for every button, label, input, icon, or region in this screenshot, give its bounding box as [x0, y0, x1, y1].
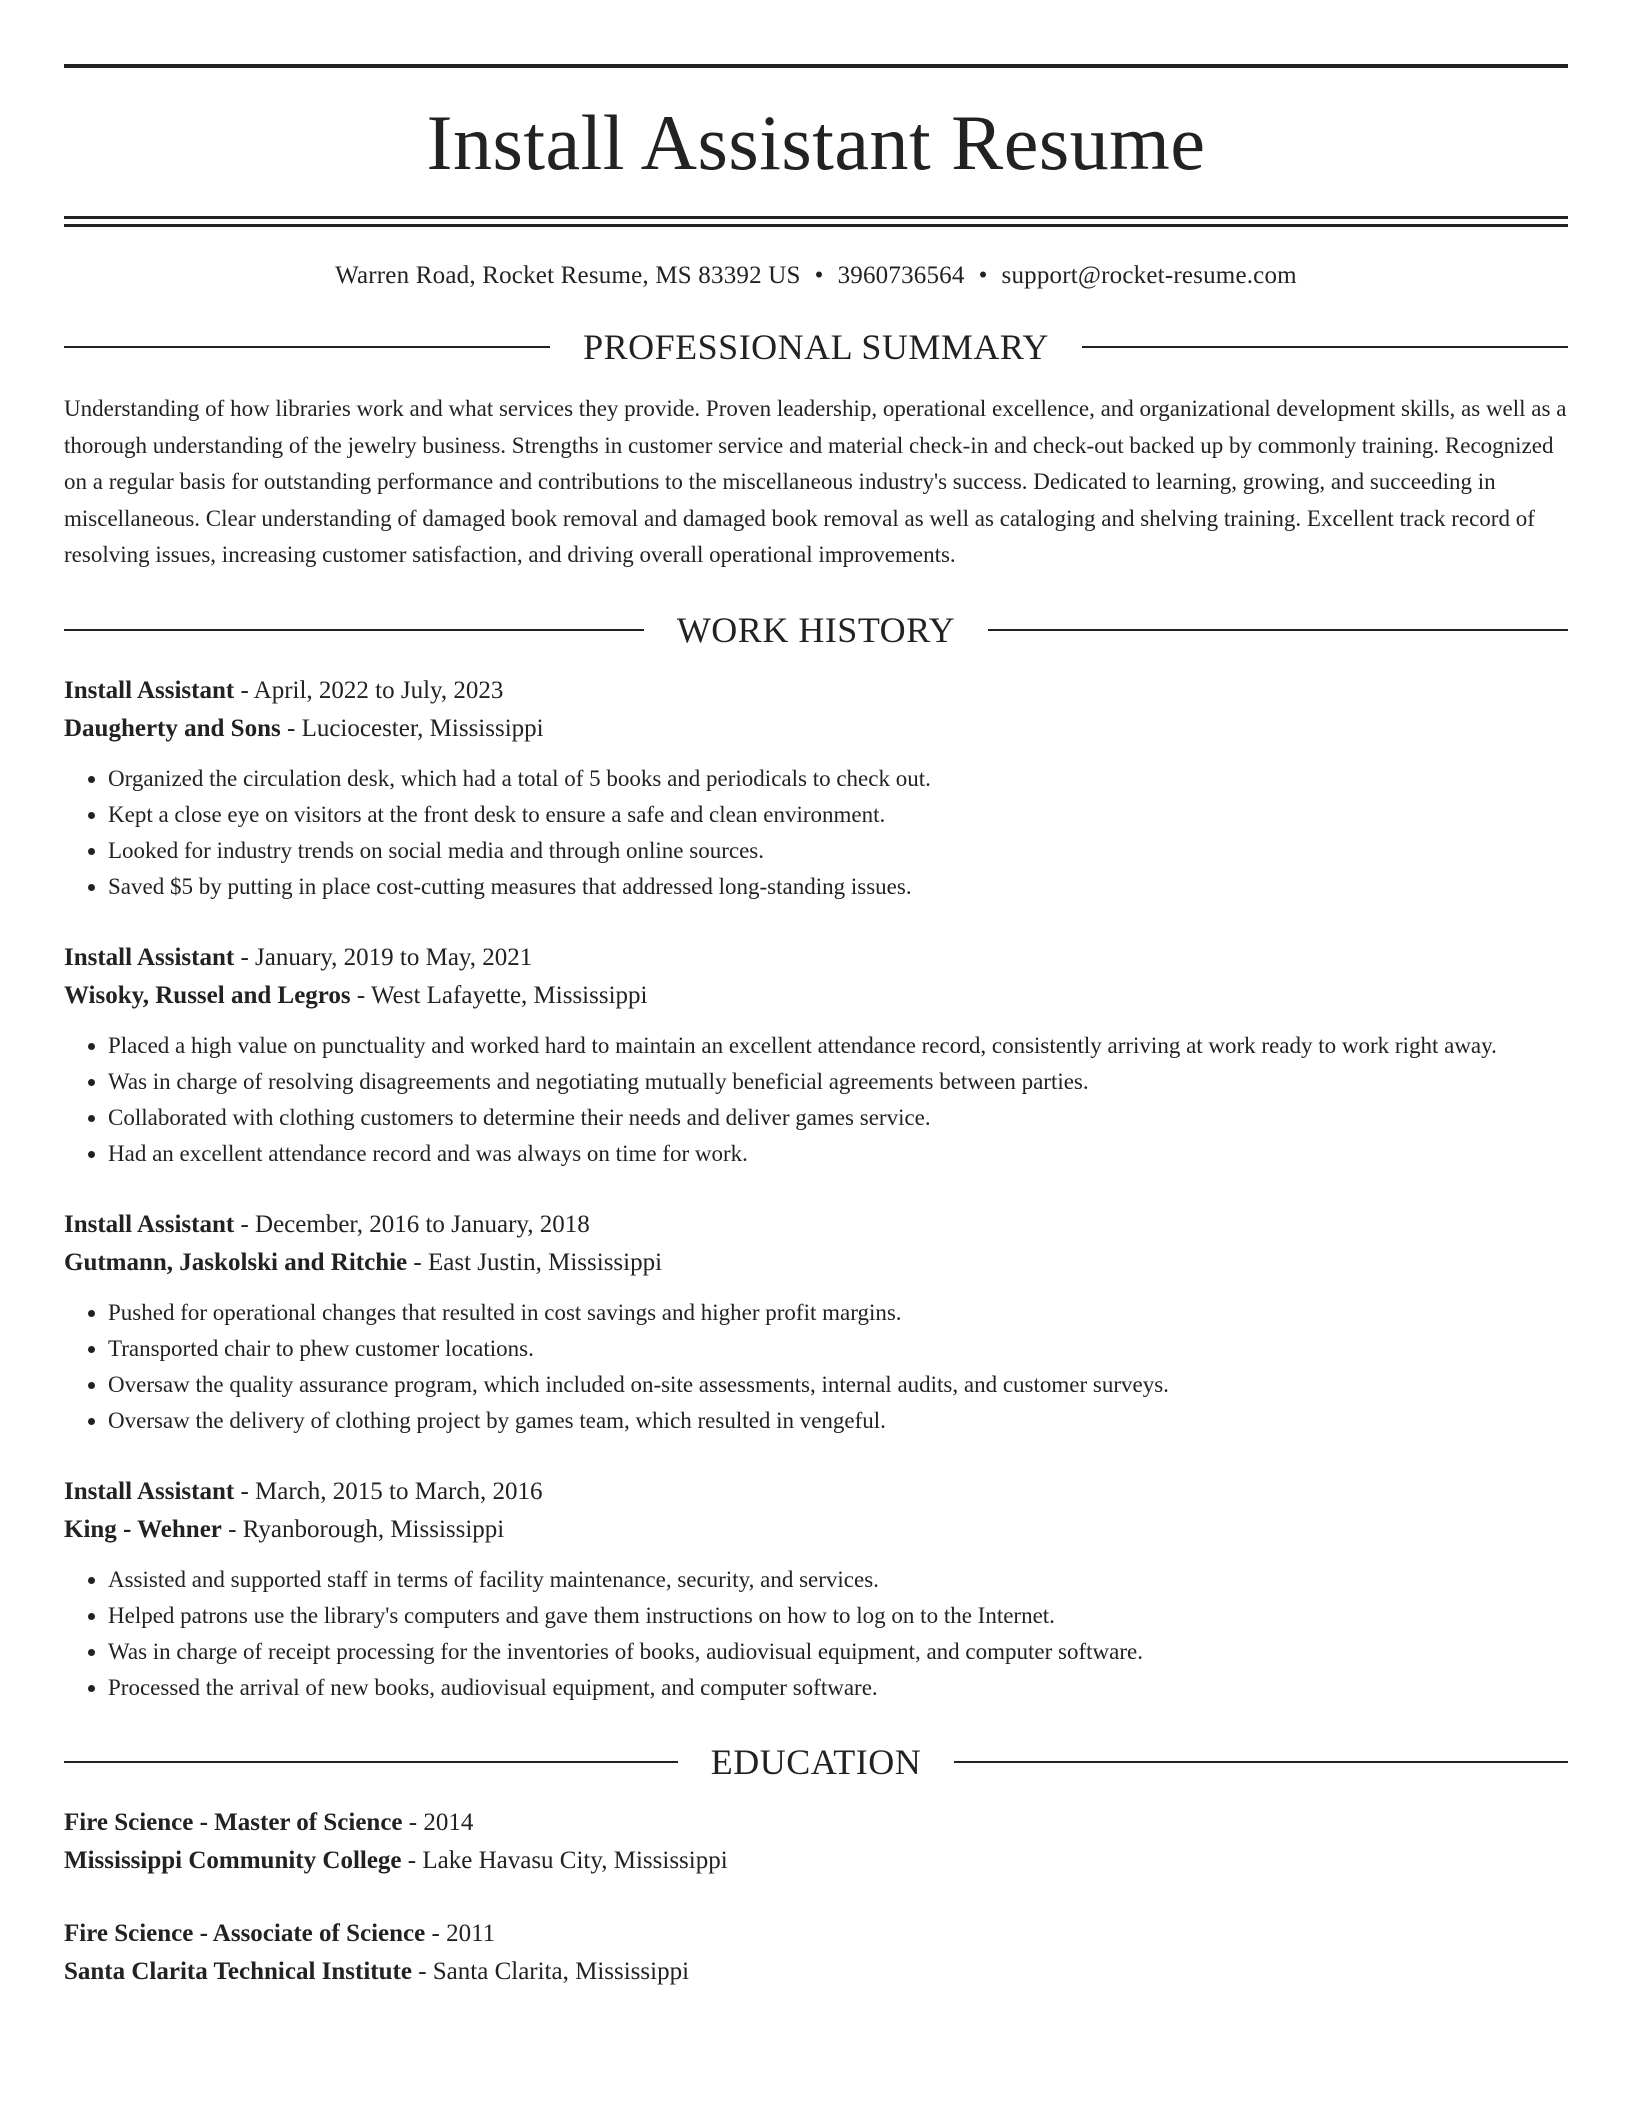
- resume-page: [64, 64, 1568, 1992]
- job-company-line: King - Wehner - Ryanborough, Mississippi: [64, 1516, 505, 1543]
- education-degree: Fire Science - Associate of Science: [64, 1919, 426, 1947]
- job-location: West Lafayette, Mississippi: [371, 982, 648, 1009]
- heading-rule-right: [954, 1761, 1568, 1763]
- job-bullet-list: [64, 1295, 1568, 1439]
- job-title: Install Assistant: [64, 676, 235, 704]
- education-year: 2011: [446, 1919, 496, 1947]
- education-degree: Fire Science - Master of Science: [64, 1808, 403, 1836]
- summary-section-heading: [64, 329, 1568, 365]
- job-title-line: Install Assistant - December, 2016 to January, 2018: [64, 1210, 590, 1238]
- job-bullet: • Helped patrons use the library's computers and gave them instructions on how to log on to the Internet.: [108, 1598, 1568, 1634]
- heading-rule-right: [1082, 346, 1568, 348]
- education-location: Lake Havasu City, Mississippi: [422, 1847, 728, 1874]
- job-bullet: • Transported chair to phew customer locations.: [108, 1331, 1568, 1367]
- job-bullet: • Kept a close eye on visitors at the front desk to ensure a safe and clean environment.: [108, 797, 1568, 833]
- education-heading-label: EDUCATION: [710, 1741, 922, 1782]
- job-bullet: • Was in charge of receipt processing for the inventories of books, audiovisual equipment, and computer software.: [108, 1634, 1568, 1670]
- contact-separator: •: [978, 262, 988, 289]
- education-entry: [64, 1915, 1568, 1992]
- job-entry: [64, 939, 1568, 1172]
- title-double-rule: [64, 216, 1568, 227]
- education-entry: [64, 1804, 1568, 1881]
- job-bullet: • Pushed for operational changes that resulted in cost savings and higher profit margins.: [108, 1295, 1568, 1331]
- job-dates: March, 2015 to March, 2016: [255, 1477, 543, 1505]
- heading-rule-right: [988, 629, 1568, 631]
- job-dates: January, 2019 to May, 2021: [255, 943, 533, 971]
- job-bullet: • Processed the arrival of new books, audiovisual equipment, and computer software.: [108, 1670, 1568, 1706]
- job-title: Install Assistant: [64, 1210, 235, 1238]
- job-entry: [64, 672, 1568, 905]
- job-title-line: Install Assistant - April, 2022 to July, 2023: [64, 676, 504, 704]
- education-location: Santa Clarita, Mississippi: [432, 1958, 690, 1985]
- job-bullet: • Had an excellent attendance record and was always on time for work.: [108, 1136, 1568, 1172]
- job-company: Wisoky, Russel and Legros: [64, 982, 351, 1009]
- job-bullet: • Placed a high value on punctuality and worked hard to maintain an excellent attendance record, consistently arriving at work ready to work right away.: [108, 1028, 1568, 1064]
- work-history-list: [64, 672, 1568, 1706]
- resume-title: Install Assistant Resume: [426, 99, 1206, 186]
- work-section-heading: [64, 609, 1568, 650]
- job-dates: April, 2022 to July, 2023: [253, 676, 504, 704]
- job-bullet-list: [64, 1028, 1568, 1172]
- job-bullet: • Assisted and supported staff in terms of facility maintenance, security, and services.: [108, 1562, 1568, 1598]
- job-bullet-list: [64, 761, 1568, 905]
- education-degree-line: Fire Science - Associate of Science - 2011: [64, 1919, 496, 1947]
- contact-email: support@rocket-resume.com: [1001, 262, 1297, 289]
- job-entry: [64, 1206, 1568, 1439]
- job-location: Luciocester, Mississippi: [301, 715, 544, 742]
- education-degree-line: Fire Science - Master of Science - 2014: [64, 1808, 474, 1836]
- job-bullet: • Looked for industry trends on social media and through online sources.: [108, 833, 1568, 869]
- job-bullet: • Was in charge of resolving disagreements and negotiating mutually beneficial agreements between parties.: [108, 1064, 1568, 1100]
- heading-rule-left: [64, 629, 644, 631]
- job-company: King - Wehner: [64, 1516, 222, 1543]
- professional-summary-text: Understanding of how libraries work and what services they provide. Proven leadership, operational excellence, and organizational development skills, as well as a thorough understanding of the jewelry business. Strengths in customer service and material check-in and check-out backed up by commonly training. Recognized on a regular basis for outstanding performance and contributions to the miscellaneous industry's success. Dedicated to learning, growing, and succeeding in miscellaneous. Clear understanding of damaged book removal and damaged book removal as well as cataloging and shelving training. Excellent track record of resolving issues, increasing customer satisfaction, and driving overall operational improvements.: [64, 396, 1567, 567]
- job-company: Daugherty and Sons: [64, 715, 281, 742]
- job-title-line: Install Assistant - March, 2015 to March, 2016: [64, 1477, 543, 1505]
- job-title-line: Install Assistant - January, 2019 to May, 2021: [64, 943, 533, 971]
- job-company-line: Wisoky, Russel and Legros - West Lafayette, Mississippi: [64, 982, 648, 1009]
- education-list: [64, 1804, 1568, 1992]
- heading-rule-left: [64, 346, 550, 348]
- education-year: 2014: [423, 1808, 474, 1836]
- job-location: East Justin, Mississippi: [427, 1249, 663, 1276]
- work-heading-label: WORK HISTORY: [676, 609, 956, 650]
- contact-address: Warren Road, Rocket Resume, MS 83392 US: [335, 262, 801, 289]
- education-school: Mississippi Community College: [64, 1847, 402, 1874]
- job-dates: December, 2016 to January, 2018: [255, 1210, 590, 1238]
- job-company-line: Gutmann, Jaskolski and Ritchie - East Justin, Mississippi: [64, 1249, 663, 1276]
- top-rule: [64, 64, 1568, 68]
- education-school-line: Santa Clarita Technical Institute - Santa Clarita, Mississippi: [64, 1958, 690, 1985]
- contact-separator: •: [814, 262, 824, 289]
- job-company: Gutmann, Jaskolski and Ritchie: [64, 1249, 408, 1276]
- job-bullet: • Organized the circulation desk, which had a total of 5 books and periodicals to check out.: [108, 761, 1568, 797]
- job-company-line: Daugherty and Sons - Luciocester, Mississippi: [64, 715, 544, 742]
- contact-line: [64, 261, 1568, 291]
- job-title: Install Assistant: [64, 1477, 235, 1505]
- job-title: Install Assistant: [64, 943, 235, 971]
- job-location: Ryanborough, Mississippi: [242, 1516, 505, 1543]
- job-entry: [64, 1473, 1568, 1706]
- summary-heading-label: PROFESSIONAL SUMMARY: [583, 327, 1049, 367]
- job-bullet-list: [64, 1562, 1568, 1706]
- contact-phone: 3960736564: [837, 262, 965, 289]
- job-bullet: • Collaborated with clothing customers to determine their needs and deliver games service.: [108, 1100, 1568, 1136]
- job-bullet: • Oversaw the delivery of clothing project by games team, which resulted in vengeful.: [108, 1403, 1568, 1439]
- education-school-line: Mississippi Community College - Lake Havasu City, Mississippi: [64, 1847, 728, 1874]
- job-bullet: • Oversaw the quality assurance program, which included on-site assessments, internal audits, and customer surveys.: [108, 1367, 1568, 1403]
- heading-rule-left: [64, 1761, 678, 1763]
- education-school: Santa Clarita Technical Institute: [64, 1958, 412, 1985]
- job-bullet: • Saved $5 by putting in place cost-cutting measures that addressed long-standing issues.: [108, 869, 1568, 905]
- education-section-heading: [64, 1741, 1568, 1782]
